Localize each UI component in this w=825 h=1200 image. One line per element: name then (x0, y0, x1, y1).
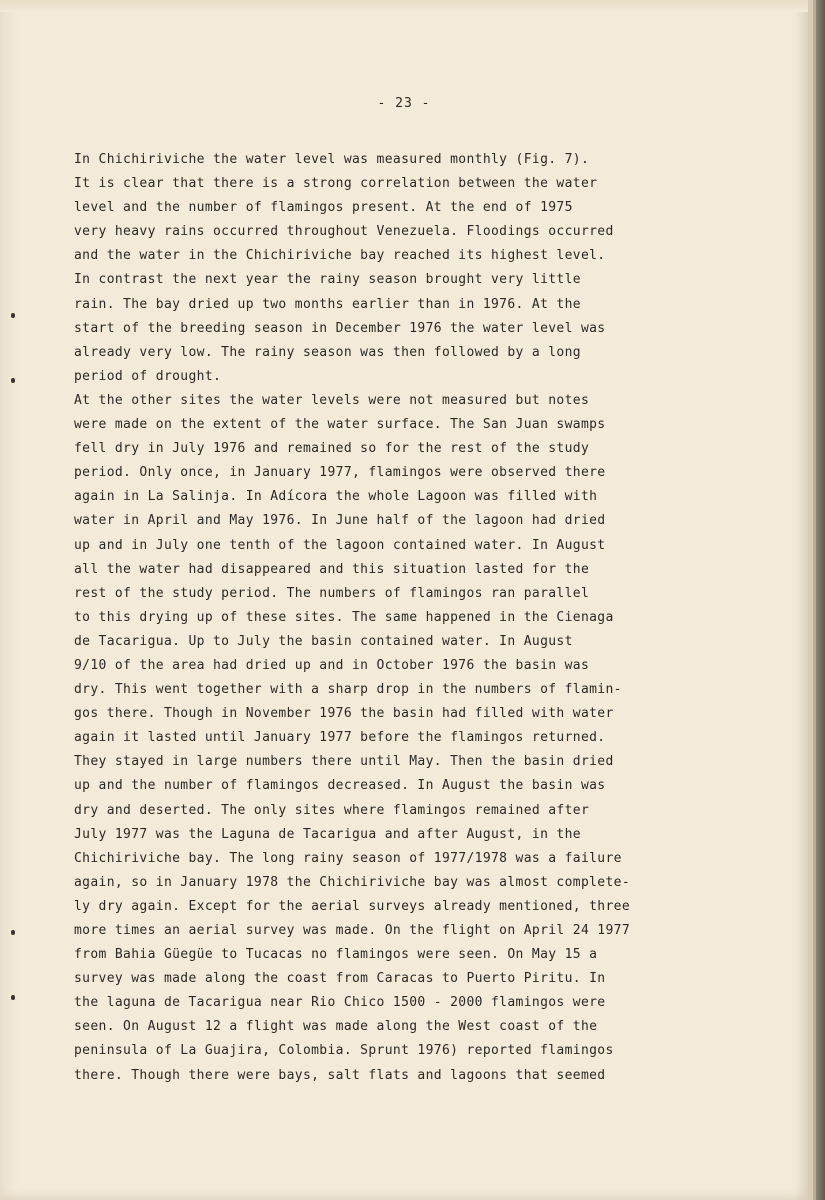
binding-hole-mark (11, 930, 15, 935)
text-line: In Chichiriviche the water level was measured monthly (Fig. 7). (74, 152, 590, 167)
body-text (74, 148, 764, 1088)
text-line: again in La Salinja. In Adícora the whole Lagoon was filled with (74, 489, 598, 505)
page-top-shadow (0, 0, 808, 12)
text-line: level and the number of flamingos present. At the end of 1975 (74, 200, 573, 216)
text-line: It is clear that there is a strong correlation between the water (74, 176, 598, 192)
binding-hole-mark (11, 378, 15, 383)
text-line: very heavy rains occurred throughout Venezuela. Floodings occurred (74, 224, 614, 240)
text-line: seen. On August 12 a flight was made along the West coast of the (74, 1019, 598, 1035)
text-line: again, so in January 1978 the Chichiriviche bay was almost complete- (74, 874, 631, 890)
text-line: Chichiriviche bay. The long rainy season of 1977/1978 was a failure (74, 850, 622, 866)
text-line: to this drying up of these sites. The same happened in the Cienaga (74, 609, 614, 625)
text-line: peninsula of La Guajira, Colombia. Sprunt 1976) reported flamingos (74, 1043, 614, 1059)
text-line: de Tacarigua. Up to July the basin contained water. In August (74, 633, 573, 649)
text-line: ly dry again. Except for the aerial surveys already mentioned, three (74, 898, 631, 914)
text-line: and the water in the Chichiriviche bay reached its highest level. (74, 248, 606, 264)
text-line: up and the number of flamingos decreased. In August the basin was (74, 778, 606, 794)
text-line: survey was made along the coast from Caracas to Puerto Piritu. In (74, 971, 606, 987)
text-line: At the other sites the water levels were not measured but notes (74, 392, 590, 408)
text-line: more times an aerial survey was made. On the flight on April 24 1977 (74, 923, 631, 938)
text-line: gos there. Though in November 1976 the basin had filled with water (74, 706, 614, 722)
text-line: period of drought. (74, 368, 222, 384)
text-line: already very low. The rainy season was then followed by a long (74, 344, 581, 360)
text-line: were made on the extent of the water surface. The San Juan swamps (74, 417, 606, 433)
text-line: 9/10 of the area had dried up and in October 1976 the basin was (74, 657, 590, 673)
text-line: again it lasted until January 1977 before the flamingos returned. (74, 730, 606, 746)
text-line: all the water had disappeared and this situation lasted for the (74, 561, 590, 577)
text-line: there. Though there were bays, salt flats and lagoons that seemed (74, 1067, 606, 1083)
text-line: dry. This went together with a sharp drop in the numbers of flamin- (74, 682, 622, 698)
book-spine-shadow (816, 0, 825, 1200)
text-line: They stayed in large numbers there until May. Then the basin dried (74, 754, 614, 770)
text-line: July 1977 was the Laguna de Tacarigua and after August, in the (74, 826, 581, 842)
text-line: from Bahia Güegüe to Tucacas no flamingos were seen. On May 15 a (74, 947, 598, 963)
text-line: the laguna de Tacarigua near Rio Chico 1500 - 2000 flamingos were (74, 995, 606, 1011)
text-line: rain. The bay dried up two months earlier than in 1976. At the (74, 296, 581, 312)
page-number: - 23 - (377, 96, 431, 111)
text-line: period. Only once, in January 1977, flamingos were observed there (74, 465, 606, 481)
text-line: up and in July one tenth of the lagoon contained water. In August (74, 537, 606, 553)
text-line: dry and deserted. The only sites where flamingos remained after (74, 802, 590, 818)
text-line: water in April and May 1976. In June half of the lagoon had dried (74, 513, 606, 529)
text-line: fell dry in July 1976 and remained so for the rest of the study (74, 441, 590, 457)
text-line: In contrast the next year the rainy season brought very little (74, 272, 581, 288)
binding-hole-mark (11, 313, 15, 318)
binding-hole-mark (11, 995, 15, 1000)
text-line: rest of the study period. The numbers of flamingos ran parallel (74, 585, 590, 601)
text-line: start of the breeding season in December 1976 the water level was (74, 320, 606, 336)
